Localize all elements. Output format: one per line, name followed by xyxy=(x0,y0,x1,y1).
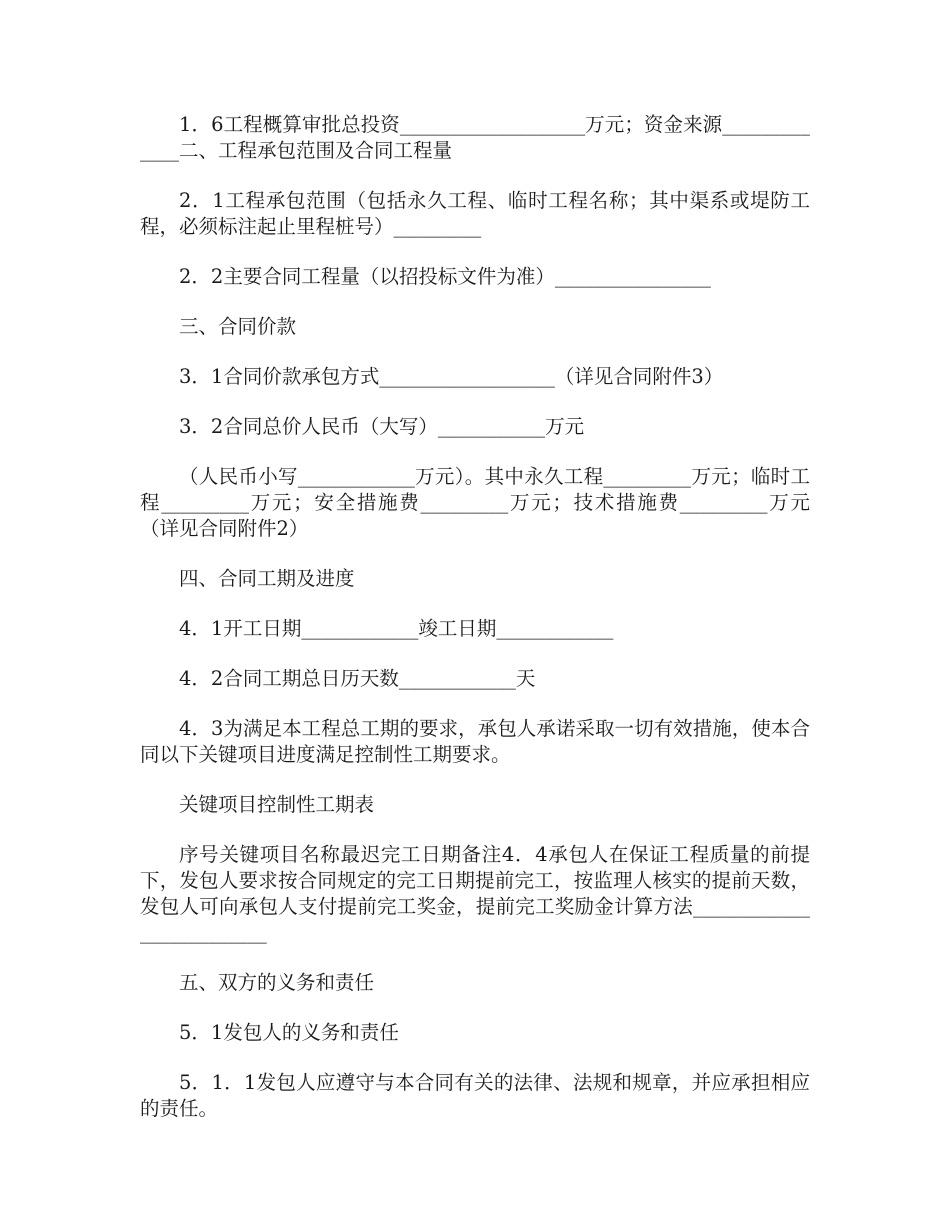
paragraph-total-price: 3．2合同总价人民币（大写）___________万元 xyxy=(179,415,585,438)
paragraph-employer-obligations: 5．1发包人的义务和责任 xyxy=(179,1021,399,1044)
section-heading-obligations: 五、双方的义务和责任 xyxy=(179,971,375,994)
paragraph-quantities: 2．2主要合同工程量（以招投标文件为准）________________ xyxy=(179,265,711,288)
paragraph-early-completion: 序号关键项目名称最迟完工日期备注4．4承包人在保证工程质量的前提下，发包人要求按合同规定的完工日期提前完工，按监理人核实的提前天数，发包人可向承包人支付提前完工奖金，提前完工奖励金计算方法_________________________ xyxy=(140,843,810,944)
document-page xyxy=(140,112,810,1146)
paragraph-contract-method: 3．1合同价款承包方式__________________（详见合同附件3） xyxy=(179,365,724,388)
paragraph-schedule-table-title: 关键项目控制性工期表 xyxy=(179,793,375,816)
paragraph-start-end-dates: 4．1开工日期____________竣工日期____________ xyxy=(179,617,614,640)
paragraph-scope: 2．1工程承包范围（包括永久工程、临时工程名称；其中渠系或堤防工程，必须标注起止里程桩号）_________ xyxy=(140,189,810,238)
paragraph-total-days: 4．2合同工期总日历天数____________天 xyxy=(179,667,536,690)
paragraph-price-breakdown: （人民币小写____________万元）。其中永久工程_________万元；临时工程_________万元；安全措施费_________万元；技术措施费_________万元（详见合同附件2） xyxy=(140,465,810,540)
section-heading-price: 三、合同价款 xyxy=(179,315,297,338)
section-heading-schedule: 四、合同工期及进度 xyxy=(179,567,355,590)
paragraph-schedule-commitment: 4．3为满足本工程总工期的要求，承包人承诺采取一切有效措施，使本合同以下关键项目进度满足控制性工期要求。 xyxy=(140,717,810,766)
paragraph-investment: 1．6工程概算审批总投资___________________万元；资金来源_____________二、工程承包范围及合同工程量 xyxy=(140,113,810,162)
paragraph-employer-law-compliance: 5．1．1发包人应遵守与本合同有关的法律、法规和规章，并应承担相应的责任。 xyxy=(140,1071,810,1120)
